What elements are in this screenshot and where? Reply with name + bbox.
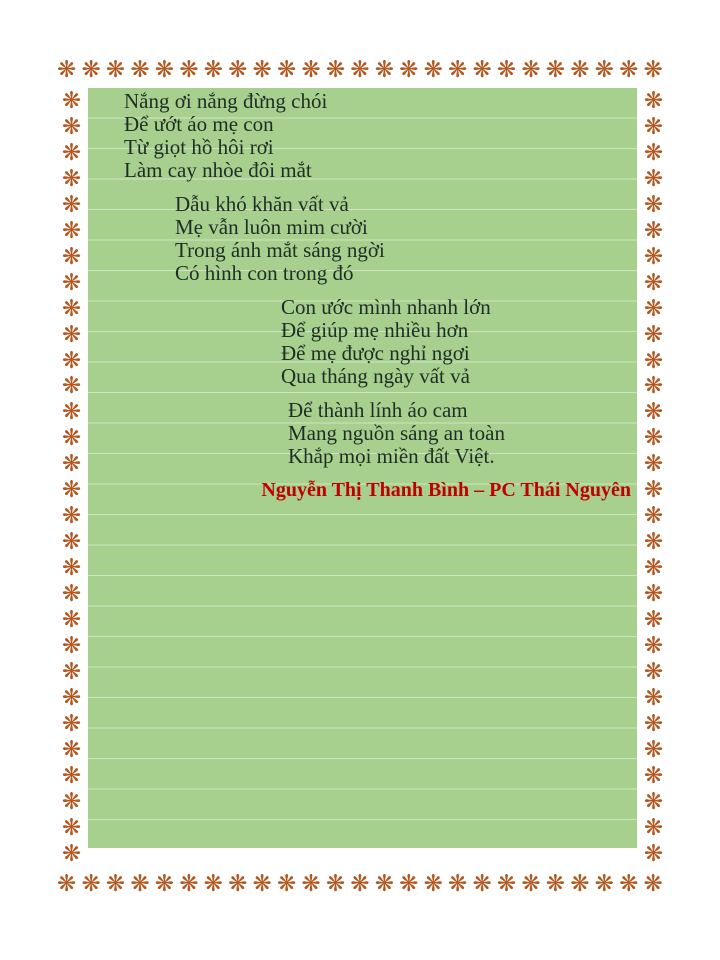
flower-asterisk-icon: ❋ [643,373,664,400]
flower-asterisk-icon: ❋ [61,684,82,711]
flower-asterisk-icon: ❋ [179,870,199,897]
flower-asterisk-icon: ❋ [619,870,639,897]
flower-asterisk-icon: ❋ [154,56,175,83]
flower-asterisk-icon: ❋ [643,56,663,83]
flower-asterisk-icon: ❋ [61,503,82,530]
flower-asterisk-icon: ❋ [154,870,175,897]
poem-line: Nắng ơi nắng đừng chói [124,89,328,113]
flower-asterisk-icon: ❋ [643,191,664,218]
flower-asterisk-icon: ❋ [643,321,664,348]
flower-asterisk-icon: ❋ [61,113,82,140]
flower-asterisk-icon: ❋ [61,788,82,815]
flower-asterisk-icon: ❋ [399,870,419,897]
flower-asterisk-icon: ❋ [619,56,639,83]
flower-asterisk-icon: ❋ [252,870,272,897]
flower-asterisk-icon: ❋ [521,870,541,897]
poem-line: Làm cay nhòe đôi mắt [124,158,312,182]
flower-asterisk-icon: ❋ [325,56,346,83]
flower-asterisk-icon: ❋ [61,399,82,426]
flower-asterisk-icon: ❋ [81,56,101,83]
flower-asterisk-icon: ❋ [643,425,664,452]
flower-asterisk-icon: ❋ [61,814,82,841]
poem-line: Để giúp mẹ nhiều hơn [281,318,469,342]
flower-asterisk-icon: ❋ [61,451,82,478]
flower-asterisk-icon: ❋ [545,870,566,897]
poem-line: Qua tháng ngày vất vả [281,364,470,388]
flower-asterisk-icon: ❋ [61,347,82,374]
flower-asterisk-icon: ❋ [61,840,82,867]
flower-asterisk-icon: ❋ [545,56,566,83]
flower-asterisk-icon: ❋ [61,88,82,114]
flower-asterisk-icon: ❋ [61,373,82,400]
poem-line: Để thành lính áo cam [288,398,468,422]
poem-line: Con ước mình nhanh lớn [281,295,491,319]
flower-asterisk-icon: ❋ [643,658,664,685]
flower-asterisk-icon: ❋ [448,870,468,897]
flower-asterisk-icon: ❋ [643,88,664,114]
flower-asterisk-icon: ❋ [374,870,394,897]
flower-asterisk-icon: ❋ [643,503,664,530]
flower-asterisk-icon: ❋ [57,56,77,83]
poem-line: Để ướt áo mẹ con [124,112,274,136]
flower-asterisk-icon: ❋ [301,56,321,83]
flower-asterisk-icon: ❋ [61,165,82,192]
flower-asterisk-icon: ❋ [496,56,517,83]
flower-asterisk-icon: ❋ [594,870,614,897]
flower-asterisk-icon: ❋ [203,56,223,83]
flower-asterisk-icon: ❋ [643,295,664,322]
flower-asterisk-icon: ❋ [61,425,82,452]
border-top [57,56,663,84]
flower-asterisk-icon: ❋ [643,269,664,296]
flower-asterisk-icon: ❋ [521,56,541,83]
poem-line: Mẹ vẫn luôn mim cười [175,215,368,239]
flower-asterisk-icon: ❋ [350,56,370,83]
flower-asterisk-icon: ❋ [643,113,664,140]
flower-asterisk-icon: ❋ [130,56,150,83]
flower-asterisk-icon: ❋ [61,139,82,166]
flower-asterisk-icon: ❋ [276,870,297,897]
flower-asterisk-icon: ❋ [643,840,664,867]
flower-asterisk-icon: ❋ [643,139,664,166]
flower-asterisk-icon: ❋ [643,399,664,426]
flower-asterisk-icon: ❋ [252,56,272,83]
flower-asterisk-icon: ❋ [570,870,590,897]
flower-asterisk-icon: ❋ [105,56,126,83]
flower-asterisk-icon: ❋ [203,870,223,897]
flower-asterisk-icon: ❋ [61,710,82,737]
poem-stanza-1 [124,90,637,182]
flower-asterisk-icon: ❋ [643,165,664,192]
flower-asterisk-icon: ❋ [61,217,82,244]
flower-asterisk-icon: ❋ [643,788,664,815]
border-bottom [57,870,663,898]
poem-stanza-4 [288,399,637,468]
flower-asterisk-icon: ❋ [643,710,664,737]
flower-asterisk-icon: ❋ [276,56,297,83]
flower-asterisk-icon: ❋ [61,191,82,218]
flower-asterisk-icon: ❋ [325,870,346,897]
flower-asterisk-icon: ❋ [643,347,664,374]
poem-line: Trong ánh mắt sáng ngời [175,238,385,262]
flower-asterisk-icon: ❋ [423,870,443,897]
flower-asterisk-icon: ❋ [61,736,82,763]
flower-asterisk-icon: ❋ [643,451,664,478]
flower-asterisk-icon: ❋ [643,814,664,841]
flower-asterisk-icon: ❋ [643,581,664,608]
flower-asterisk-icon: ❋ [61,269,82,296]
flower-asterisk-icon: ❋ [643,633,664,660]
flower-asterisk-icon: ❋ [61,529,82,556]
flower-asterisk-icon: ❋ [57,870,77,897]
flower-asterisk-icon: ❋ [399,56,419,83]
flower-asterisk-icon: ❋ [643,684,664,711]
author-line: Nguyễn Thị Thanh Bình – PC Thái Nguyên [261,479,631,501]
flower-asterisk-icon: ❋ [61,762,82,789]
flower-asterisk-icon: ❋ [61,477,82,504]
flower-asterisk-icon: ❋ [643,736,664,763]
flower-asterisk-icon: ❋ [105,870,126,897]
flower-asterisk-icon: ❋ [643,477,664,504]
flower-asterisk-icon: ❋ [643,870,663,897]
flower-asterisk-icon: ❋ [423,56,443,83]
flower-asterisk-icon: ❋ [61,555,82,582]
border-right [640,90,667,866]
flower-asterisk-icon: ❋ [61,243,82,270]
flower-asterisk-icon: ❋ [61,633,82,660]
flower-asterisk-icon: ❋ [350,870,370,897]
flower-asterisk-icon: ❋ [570,56,590,83]
flower-asterisk-icon: ❋ [472,870,492,897]
flower-asterisk-icon: ❋ [472,56,492,83]
flower-asterisk-icon: ❋ [228,870,248,897]
flower-asterisk-icon: ❋ [61,607,82,634]
flower-asterisk-icon: ❋ [179,56,199,83]
poem [88,88,637,502]
green-panel [88,88,637,848]
flower-asterisk-icon: ❋ [61,658,82,685]
flower-asterisk-icon: ❋ [61,321,82,348]
flower-asterisk-icon: ❋ [130,870,150,897]
poem-line: Có hình con trong đó [175,261,354,285]
flower-asterisk-icon: ❋ [643,217,664,244]
poem-line: Dẫu khó khăn vất vả [175,192,349,216]
flower-asterisk-icon: ❋ [301,870,321,897]
flower-asterisk-icon: ❋ [643,607,664,634]
flower-asterisk-icon: ❋ [594,56,614,83]
flower-asterisk-icon: ❋ [374,56,394,83]
flower-asterisk-icon: ❋ [643,555,664,582]
poem-stanza-2 [175,193,637,285]
flower-asterisk-icon: ❋ [643,529,664,556]
flower-asterisk-icon: ❋ [81,870,101,897]
flower-asterisk-icon: ❋ [643,243,664,270]
flower-asterisk-icon: ❋ [643,762,664,789]
flower-asterisk-icon: ❋ [448,56,468,83]
flower-asterisk-icon: ❋ [61,581,82,608]
flower-asterisk-icon: ❋ [496,870,517,897]
border-left [58,90,85,866]
flower-asterisk-icon: ❋ [228,56,248,83]
poem-line: Để mẹ được nghỉ ngơi [281,341,470,365]
poem-line: Mang nguồn sáng an toàn [288,421,505,445]
flower-asterisk-icon: ❋ [61,295,82,322]
poem-line: Khắp mọi miền đất Việt. [288,444,495,468]
poem-line: Từ giọt hồ hôi rơi [124,135,274,159]
poem-stanza-3 [281,296,637,388]
